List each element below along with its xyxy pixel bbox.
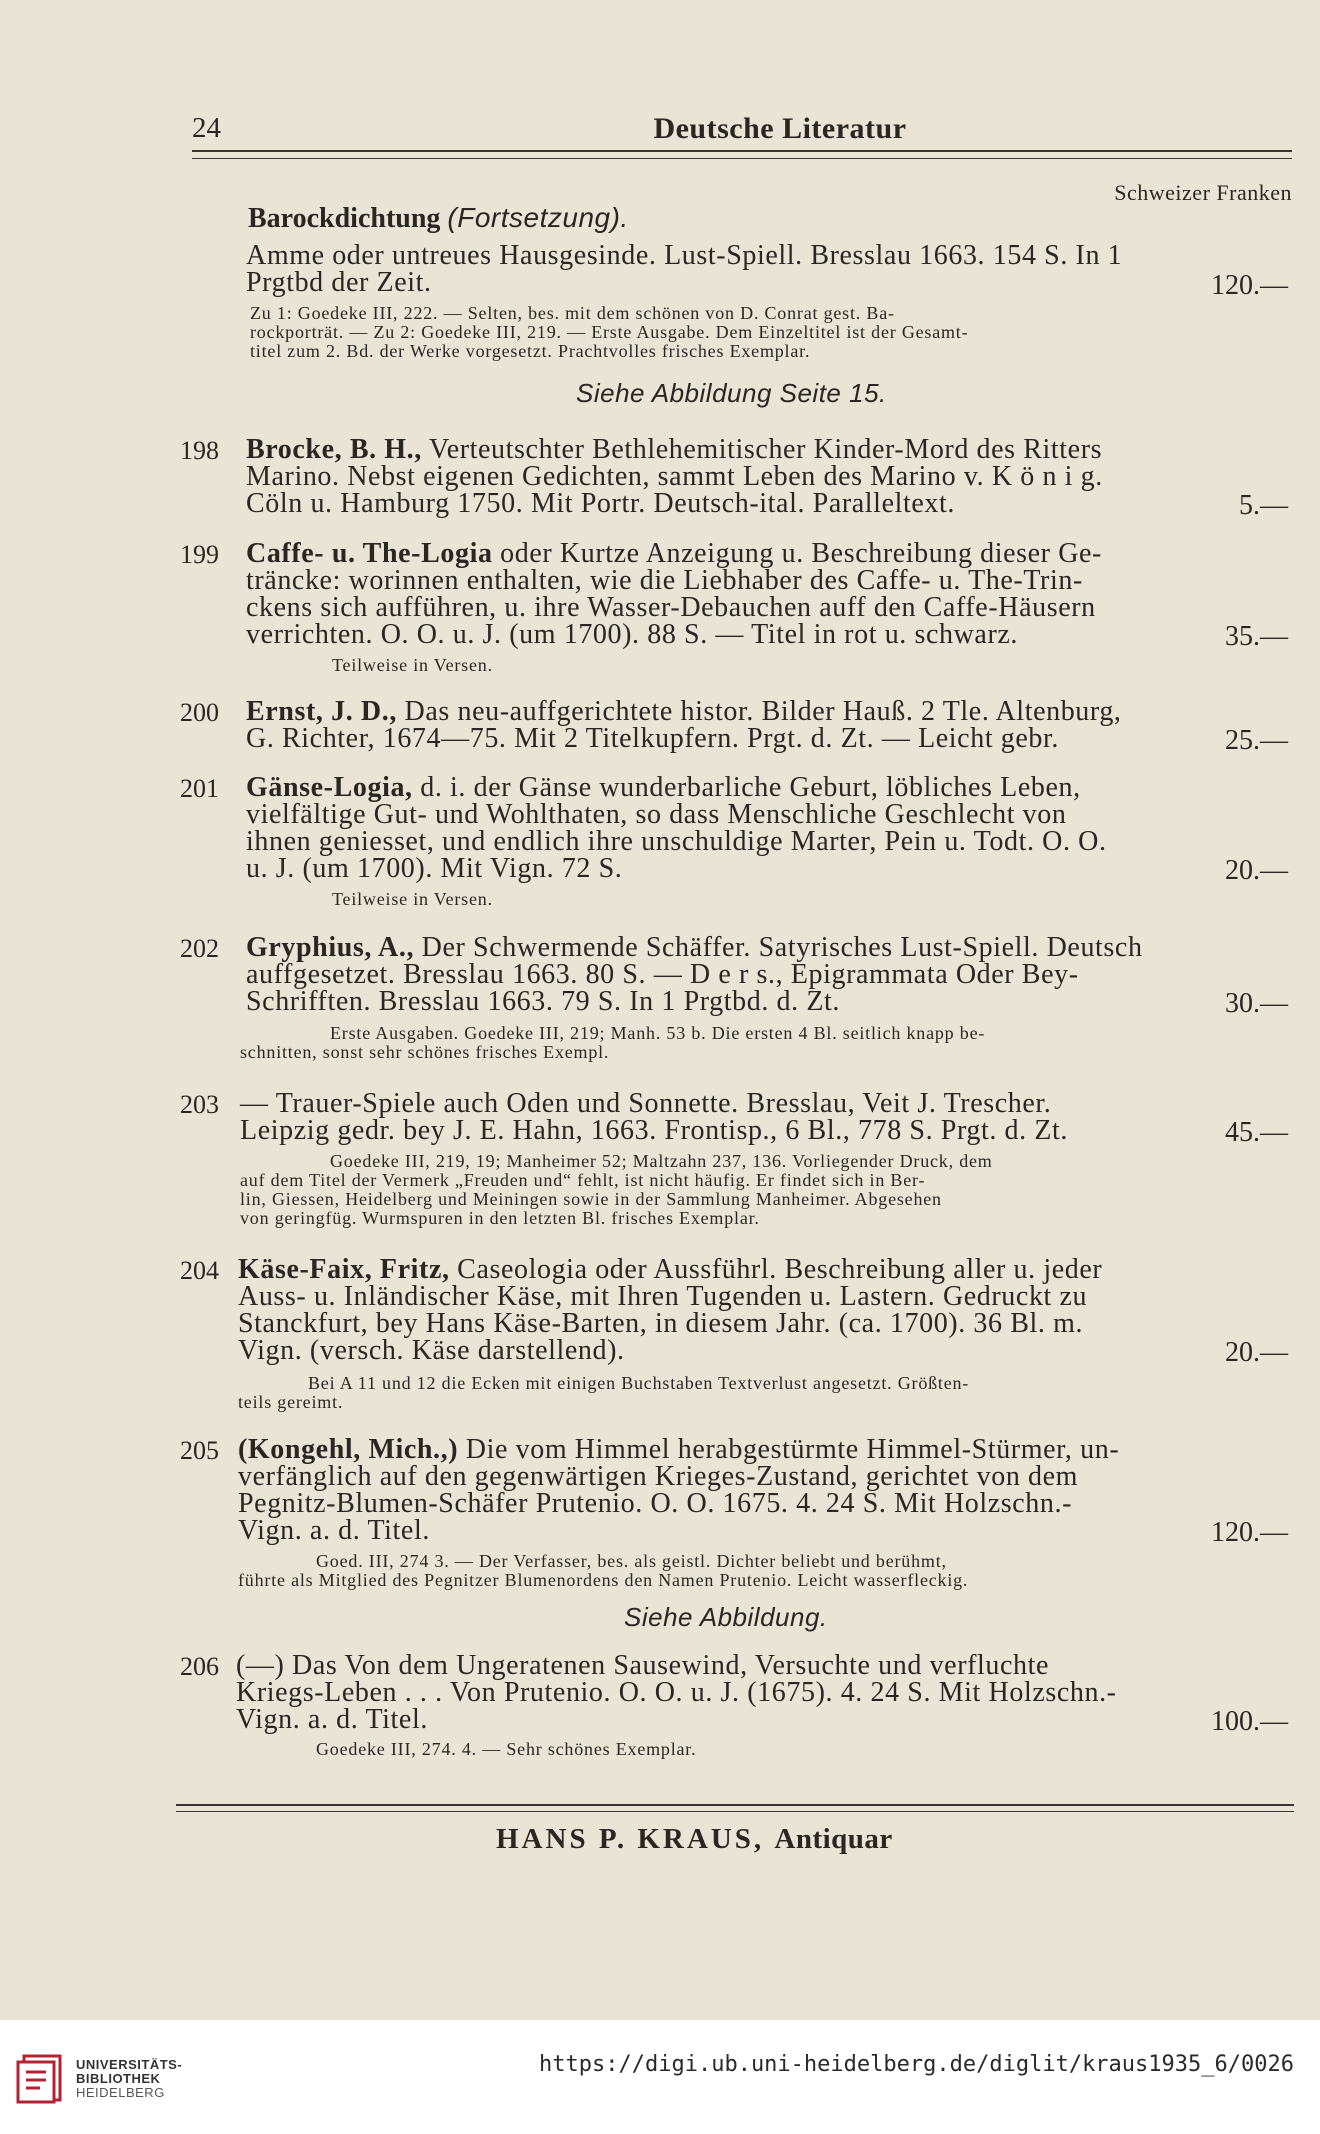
note-line: Erste Ausgaben. Goedeke III, 219; Manh. 53 b. Die ersten 4 Bl. seitlich knapp be- xyxy=(330,1023,986,1043)
library-name-line: BIBLIOTHEK xyxy=(76,2071,161,2086)
entry-text xyxy=(246,774,1286,882)
entry-number: 199 xyxy=(180,540,219,569)
source-url-link[interactable]: https://digi.ub.uni-heidelberg.de/diglit/kraus1935_6/0026 xyxy=(539,2052,1294,2077)
note-line: Goed. III, 274 3. — Der Verfasser, bes. als geistl. Dichter beliebt und berühmt, xyxy=(316,1551,947,1571)
entry-line-text: oder Kurtze Anzeigung u. Beschreibung dieser Ge- xyxy=(492,538,1102,569)
entry-line: auffgesetzet. Bresslau 1663. 80 S. — D e r s., Epigrammata Oder Bey- xyxy=(246,959,1079,990)
entry-price: 45.— xyxy=(1225,1117,1288,1148)
note-line: titel zum 2. Bd. der Werke vorgesetzt. Prachtvolles frisches Exemplar. xyxy=(250,341,811,361)
library-footer-bar xyxy=(0,2020,1320,2134)
entry-author: Käse-Faix, Fritz, xyxy=(238,1254,450,1285)
header-rule xyxy=(192,150,1292,152)
entry-note xyxy=(238,1374,969,1412)
note-line: Goedeke III, 274. 4. — Sehr schönes Exemplar. xyxy=(316,1739,697,1759)
library-name-line: UNIVERSITÄTS- xyxy=(76,2057,183,2072)
entry-line: Stanckfurt, bey Hans Käse-Barten, in diesem Jahr. (ca. 1700). 36 Bl. m. xyxy=(238,1308,1084,1339)
entry-price: 120.— xyxy=(1211,1517,1288,1548)
entry-line-text: Der Schwermende Schäffer. Satyrisches Lust-Spiell. Deutsch xyxy=(414,932,1143,963)
entry-line xyxy=(246,540,1286,567)
entry-author: Gänse-Logia, xyxy=(246,772,413,803)
entry-line: Vign. a. d. Titel. xyxy=(238,1515,430,1546)
entry-number: 200 xyxy=(180,698,219,727)
see-figure-note: Siehe Abbildung. xyxy=(624,1602,828,1632)
entry-note xyxy=(240,1152,993,1228)
section-subtitle: (Fortsetzung). xyxy=(447,202,629,233)
entry-line xyxy=(238,1436,1278,1463)
note-line: auf dem Titel der Vermerk „Freuden und“ fehlt, ist nicht häufig. Er findet sich in Ber- xyxy=(240,1170,926,1190)
note-line: schnitten, sonst sehr schönes frisches Exempl. xyxy=(240,1042,610,1062)
entry-price: 35.— xyxy=(1225,621,1288,652)
entry-text xyxy=(238,1436,1278,1544)
entry-note xyxy=(332,890,493,909)
entry-line-text: Das Von dem Ungeratenen Sausewind, Versuchte und verfluchte xyxy=(284,1650,1050,1681)
entry-line: u. J. (um 1700). Mit Vign. 72 S. xyxy=(246,853,623,884)
entry-text xyxy=(246,934,1286,1015)
footer-rule xyxy=(176,1804,1294,1806)
entry-line: Schrifften. Bresslau 1663. 79 S. In 1 Prgtbd. d. Zt. xyxy=(246,986,841,1017)
entry-number: 205 xyxy=(180,1436,219,1465)
entry-text xyxy=(246,436,1286,517)
note-line: lin, Giessen, Heidelberg und Meiningen sowie in der Sammlung Manheimer. Abgesehen xyxy=(240,1189,942,1209)
entry-line-text: Caseologia oder Aussführl. Beschreibung aller u. jeder xyxy=(449,1254,1103,1285)
page-number: 24 xyxy=(192,112,221,144)
note-line: Zu 1: Goedeke III, 222. — Selten, bes. mit dem schönen von D. Conrat gest. Ba- xyxy=(250,303,895,323)
section-title: Barockdichtung xyxy=(248,203,441,234)
note-line: von geringfüg. Wurmspuren in den letzten Bl. frisches Exemplar. xyxy=(240,1208,760,1228)
entry-author: Ernst, J. D., xyxy=(246,696,397,727)
entry-line: ihnen geniesset, und endlich ihre unschuldige Marter, Pein u. Todt. O. O. xyxy=(246,826,1107,857)
entry-line: verrichten. O. O. u. J. (um 1700). 88 S. — Titel in rot u. schwarz. xyxy=(246,619,1019,650)
entry-line xyxy=(246,698,1286,725)
note-line: Goedeke III, 219, 19; Manheimer 52; Maltzahn 237, 136. Vorliegender Druck, dem xyxy=(330,1151,993,1171)
entry-line-text: Die vom Himmel herabgestürmte Himmel-Stürmer, un- xyxy=(458,1434,1120,1465)
entry-author: Caffe- u. The-Logia xyxy=(246,538,493,569)
entry-line-text: d. i. der Gänse wunderbarliche Geburt, löbliches Leben, xyxy=(412,772,1081,803)
entry-author: Gryphius, A., xyxy=(246,932,415,963)
entry-number: 198 xyxy=(180,436,219,465)
publisher-imprint xyxy=(496,1823,893,1856)
entry-line: Kriegs-Leben . . . Von Prutenio. O. O. u. J. (1675). 4. 24 S. Mit Holzschn.- xyxy=(236,1677,1117,1708)
entry-text xyxy=(240,1090,1280,1144)
continuation-text xyxy=(246,242,1294,296)
continuation-price: 120.— xyxy=(1211,270,1288,301)
entry-line xyxy=(246,934,1286,961)
publisher-role: Antiquar xyxy=(774,1823,893,1855)
entry-note xyxy=(238,1552,968,1590)
entry-author: — xyxy=(240,1088,269,1119)
entry-line: Marino. Nebst eigenen Gedichten, sammt Leben des Marino v. K ö n i g. xyxy=(246,461,1103,492)
entry-note xyxy=(316,1740,696,1759)
entry-line: Pegnitz-Blumen-Schäfer Prutenio. O. O. 1675. 4. 24 S. Mit Holzschn.- xyxy=(238,1488,1073,1519)
entry-line: Cöln u. Hamburg 1750. Mit Portr. Deutsch-ital. Paralleltext. xyxy=(246,488,955,519)
entry-text xyxy=(246,698,1286,752)
running-title: Deutsche Literatur xyxy=(653,112,907,145)
university-library-logo-icon xyxy=(14,2050,66,2106)
entry-line: vielfältige Gut- und Wohlthaten, so dass Menschliche Geschlecht von xyxy=(246,799,1067,830)
entry-line: Leipzig gedr. bey J. E. Hahn, 1663. Frontisp., 6 Bl., 778 S. Prgt. d. Zt. xyxy=(240,1115,1069,1146)
continuation-note xyxy=(250,304,968,361)
see-figure-note: Siehe Abbildung Seite 15. xyxy=(576,378,887,408)
continuation-line: Amme oder untreues Hausgesinde. Lust-Spiell. Bresslau 1663. 154 S. In 1 xyxy=(246,240,1123,271)
library-name-line: HEIDELBERG xyxy=(76,2085,165,2100)
entry-text xyxy=(236,1652,1276,1733)
note-line: Teilweise in Versen. xyxy=(332,655,493,675)
entry-line-text: Trauer-Spiele auch Oden und Sonnette. Bresslau, Veit J. Trescher. xyxy=(268,1088,1052,1119)
entry-price: 20.— xyxy=(1225,1337,1288,1368)
entry-price: 20.— xyxy=(1225,855,1288,886)
note-line: Bei A 11 und 12 die Ecken mit einigen Buchstaben Textverlust angesetzt. Größten- xyxy=(308,1373,970,1393)
entry-price: 25.— xyxy=(1225,725,1288,756)
entry-number: 202 xyxy=(180,934,219,963)
entry-line: verfänglich auf den gegenwärtigen Krieges-Zustand, gerichtet von dem xyxy=(238,1461,1079,1492)
entry-line-text: Das neu-auffgerichtete histor. Bilder Hauß. 2 Tle. Altenburg, xyxy=(396,696,1122,727)
entry-number: 201 xyxy=(180,774,219,803)
library-name xyxy=(76,2058,182,2100)
entry-author: (Kongehl, Mich.,) xyxy=(238,1434,459,1465)
entry-number: 206 xyxy=(180,1652,219,1681)
entry-line xyxy=(236,1652,1276,1679)
entry-line: Vign. (versch. Käse darstellend). xyxy=(238,1335,625,1366)
footer-rule-thin xyxy=(176,1811,1294,1812)
entry-line: träncke: worinnen enthalten, wie die Liebhaber des Caffe- u. The-Trin- xyxy=(246,565,1083,596)
entry-author: Brocke, B. H., xyxy=(246,434,422,465)
entry-line: G. Richter, 1674—75. Mit 2 Titelkupfern. Prgt. d. Zt. — Leicht gebr. xyxy=(246,723,1060,754)
note-line: Teilweise in Versen. xyxy=(332,889,493,909)
entry-number: 204 xyxy=(180,1256,219,1285)
entry-line: Vign. a. d. Titel. xyxy=(236,1704,428,1735)
entry-line xyxy=(240,1090,1280,1117)
entry-author: (—) xyxy=(236,1650,285,1681)
section-heading xyxy=(248,202,629,235)
entry-price: 30.— xyxy=(1225,988,1288,1019)
currency-note: Schweizer Franken xyxy=(1114,180,1292,205)
entry-price: 100.— xyxy=(1211,1706,1288,1737)
entry-text xyxy=(246,540,1286,648)
note-line: führte als Mitglied des Pegnitzer Blumenordens den Namen Prutenio. Leicht wasserfleckig. xyxy=(238,1570,969,1590)
entry-line-text: Verteutschter Bethlehemitischer Kinder-Mord des Ritters xyxy=(421,434,1103,465)
publisher-name: HANS P. KRAUS, xyxy=(496,1823,765,1855)
entry-line xyxy=(238,1256,1278,1283)
note-line: teils gereimt. xyxy=(238,1392,344,1412)
entry-line: Auss- u. Inländischer Käse, mit Ihren Tugenden u. Lastern. Gedruckt zu xyxy=(238,1281,1088,1312)
entry-note xyxy=(240,1024,985,1062)
entry-number: 203 xyxy=(180,1090,219,1119)
header-rule-thin xyxy=(192,158,1292,159)
entry-line xyxy=(246,436,1286,463)
entry-line: ckens sich aufführen, u. ihre Wasser-Debauchen auff den Caffe-Häusern xyxy=(246,592,1096,623)
entry-text xyxy=(238,1256,1278,1364)
entry-price: 5.— xyxy=(1239,490,1288,521)
continuation-line: Prgtbd der Zeit. xyxy=(246,267,432,298)
note-line: rockporträt. — Zu 2: Goedeke III, 219. — Erste Ausgabe. Dem Einzeltitel ist der Gesamt- xyxy=(250,322,969,342)
entry-note xyxy=(332,656,493,675)
entry-line xyxy=(246,774,1286,801)
